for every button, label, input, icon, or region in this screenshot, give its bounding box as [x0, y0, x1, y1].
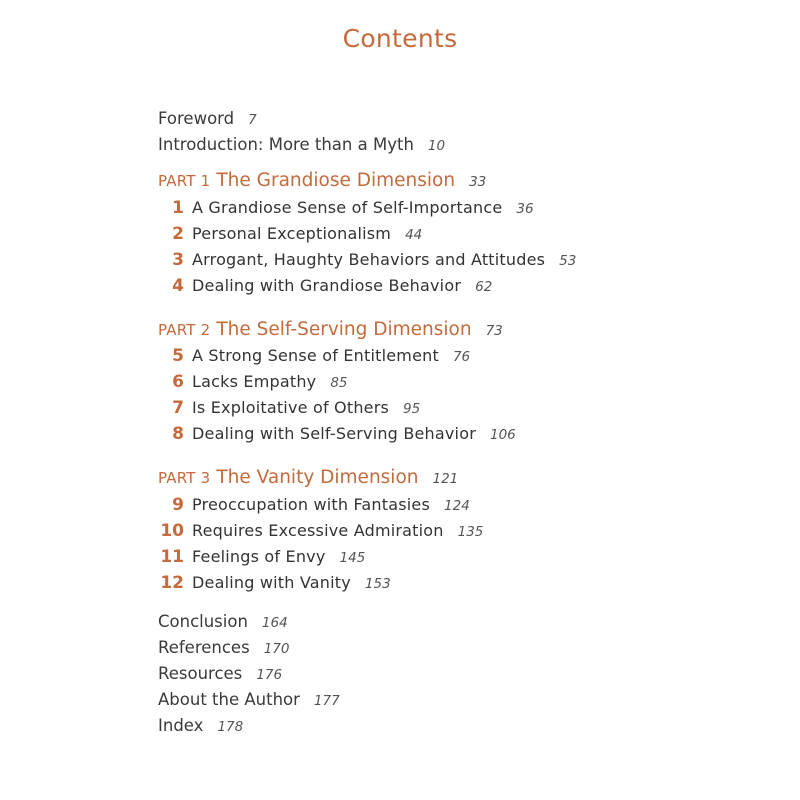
toc-entry-references[interactable]	[158, 638, 289, 659]
entry-page: 164	[261, 615, 288, 631]
toc-part-1[interactable]	[158, 171, 486, 192]
toc-entry-index[interactable]	[158, 716, 243, 737]
chapter-title: Feelings of Envy	[192, 547, 326, 566]
part-title: The Vanity Dimension	[216, 467, 419, 488]
chapter-title: A Strong Sense of Entitlement	[192, 346, 439, 365]
chapter-number: 2	[172, 224, 184, 244]
entry-page: 153	[364, 576, 391, 592]
part-label: PART 1	[158, 172, 211, 190]
entry-page: 145	[339, 550, 366, 566]
entry-title: Index	[158, 716, 204, 735]
entry-page: 10	[427, 138, 446, 154]
entry-page: 85	[330, 375, 348, 391]
chapter-number: 10	[160, 521, 184, 541]
toc-chapter-2[interactable]	[158, 224, 422, 245]
entry-page: 124	[444, 498, 470, 514]
entry-page: 53	[559, 253, 577, 269]
entry-page: 62	[475, 279, 493, 295]
chapter-number: 11	[160, 547, 184, 567]
chapter-number: 7	[172, 398, 184, 418]
toc-chapter-8[interactable]	[158, 424, 516, 445]
toc-entry-resources[interactable]	[158, 664, 282, 685]
chapter-title: A Grandiose Sense of Self-Importance	[192, 198, 503, 217]
entry-title: About the Author	[158, 690, 300, 709]
entry-title: Conclusion	[158, 612, 248, 631]
chapter-number: 6	[172, 372, 184, 392]
toc-chapter-1[interactable]	[158, 198, 534, 219]
entry-title: Resources	[158, 664, 243, 683]
toc-chapter-10[interactable]	[158, 521, 483, 542]
entry-page: 177	[313, 693, 340, 709]
chapter-number: 9	[172, 495, 184, 515]
chapter-title: Arrogant, Haughty Behaviors and Attitudes	[192, 250, 546, 269]
entry-title: Foreword	[158, 109, 235, 128]
part-label: PART 3	[158, 469, 211, 487]
chapter-title: Requires Excessive Admiration	[192, 521, 444, 540]
entry-page: 170	[263, 641, 290, 657]
chapter-number: 8	[172, 424, 184, 444]
chapter-number: 12	[160, 573, 184, 593]
part-title: The Self-Serving Dimension	[216, 319, 472, 340]
entry-page: 36	[516, 201, 534, 217]
entry-page: 106	[489, 427, 516, 443]
entry-page: 178	[217, 719, 244, 735]
entry-page: 7	[248, 112, 257, 128]
entry-page: 33	[469, 174, 487, 190]
entry-page: 121	[432, 471, 459, 487]
chapter-title: Dealing with Self-Serving Behavior	[192, 424, 476, 443]
entry-title: References	[158, 638, 250, 657]
entry-page: 73	[485, 323, 503, 339]
entry-page: 76	[452, 349, 471, 365]
toc-chapter-5[interactable]	[158, 346, 470, 367]
toc-part-3[interactable]	[158, 468, 458, 489]
toc-chapter-7[interactable]	[158, 398, 420, 419]
toc-entry-conclusion[interactable]	[158, 612, 288, 633]
entry-page: 44	[405, 227, 423, 243]
toc-chapter-4[interactable]	[158, 276, 492, 297]
toc-chapter-3[interactable]	[158, 250, 576, 271]
chapter-title: Is Exploitative of Others	[192, 398, 390, 417]
chapter-number: 3	[172, 250, 184, 270]
entry-page: 95	[403, 401, 421, 417]
entry-title: Introduction: More than a Myth	[158, 135, 414, 154]
part-label: PART 2	[158, 321, 211, 339]
chapter-number: 4	[172, 276, 184, 296]
page-title: Contents	[342, 24, 458, 53]
chapter-title: Lacks Empathy	[192, 372, 317, 391]
toc-entry-introduction[interactable]	[158, 135, 445, 156]
chapter-title: Preoccupation with Fantasies	[192, 495, 431, 514]
entry-page: 176	[256, 667, 283, 683]
toc-entry-about-the-author[interactable]	[158, 690, 340, 711]
chapter-title: Dealing with Vanity	[192, 573, 351, 592]
chapter-number: 5	[172, 346, 184, 366]
toc-chapter-11[interactable]	[158, 547, 365, 568]
entry-page: 135	[457, 524, 484, 540]
chapter-number: 1	[172, 198, 184, 218]
chapter-title: Dealing with Grandiose Behavior	[192, 276, 462, 295]
toc-entry-foreword[interactable]	[158, 109, 257, 130]
toc-chapter-12[interactable]	[158, 573, 391, 594]
toc-chapter-6[interactable]	[158, 372, 348, 393]
chapter-title: Personal Exceptionalism	[192, 224, 392, 243]
toc-part-2[interactable]	[158, 320, 503, 341]
part-title: The Grandiose Dimension	[216, 170, 456, 191]
toc-chapter-9[interactable]	[158, 495, 470, 516]
